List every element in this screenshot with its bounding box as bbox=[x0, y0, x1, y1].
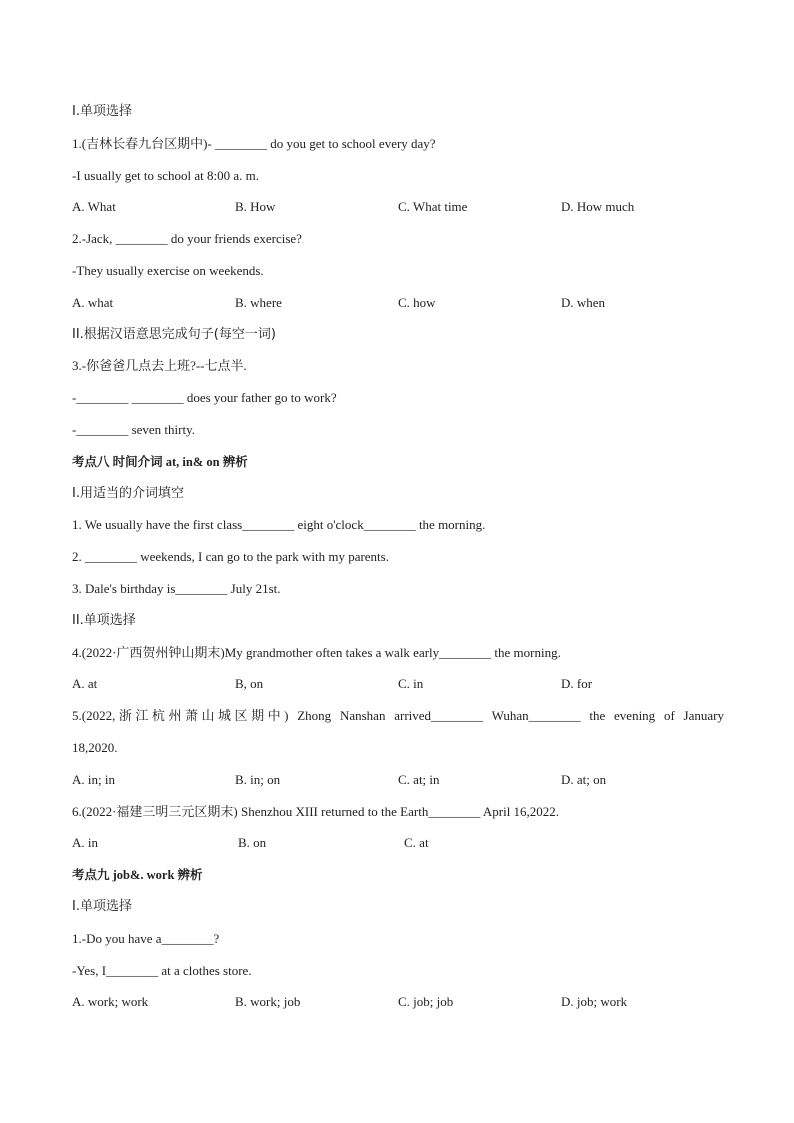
question-text: 5.(2022,浙江杭州萧山城区期中) Zhong Nanshan arrived________ Wuhan________ the evening of January bbox=[72, 708, 724, 724]
answer-option: C. job; job bbox=[398, 994, 454, 1010]
answer-option: A. what bbox=[72, 294, 114, 310]
answer-option: B. work; job bbox=[235, 994, 301, 1010]
question-text: 3.-你爸爸几点去上班?--七点半. bbox=[72, 358, 247, 374]
answer-option: D. job; work bbox=[561, 994, 628, 1010]
question-text: 4.(2022·广西贺州钟山期末)My grandmother often takes a walk early________ the morning. bbox=[72, 644, 561, 660]
answer-option: D. at; on bbox=[561, 771, 607, 787]
answer-option: C. What time bbox=[398, 199, 468, 215]
answer-option: D. for bbox=[561, 676, 593, 692]
answer-option: B. How bbox=[235, 199, 276, 215]
answer-option: B. on bbox=[238, 835, 267, 851]
question-text: 1. We usually have the first class________ eight o'clock________ the morning. bbox=[72, 517, 486, 533]
question-text: 2.-Jack, ________ do your friends exercise? bbox=[72, 231, 302, 247]
question-text: 1.-Do you have a________? bbox=[72, 930, 220, 946]
answer-option: A. What bbox=[72, 199, 116, 215]
answer-options bbox=[72, 771, 724, 803]
section-heading: I.单项选择 bbox=[72, 898, 132, 914]
answer-option: D. when bbox=[561, 294, 606, 310]
answer-option: D. How much bbox=[561, 199, 635, 215]
question-text: -I usually get to school at 8:00 a. m. bbox=[72, 167, 260, 183]
section-heading: II.单项选择 bbox=[72, 612, 136, 628]
question-text: 18,2020. bbox=[72, 739, 118, 755]
answer-option: C. at bbox=[404, 835, 429, 851]
question-text: -Yes, I________ at a clothes store. bbox=[72, 962, 252, 978]
section-heading: II.根据汉语意思完成句子(每空一词) bbox=[72, 326, 276, 342]
answer-option: A. in; in bbox=[72, 771, 115, 787]
topic-heading: 考点八 时间介词 at, in& on 辨析 bbox=[72, 454, 248, 469]
question-text: 1.(吉林长春九台区期中)- ________ do you get to school every day? bbox=[72, 135, 436, 151]
answer-option: C. at; in bbox=[398, 771, 440, 787]
answer-option: A. at bbox=[72, 676, 98, 692]
answer-option: C. in bbox=[398, 676, 424, 692]
question-text: -________ ________ does your father go to work? bbox=[72, 390, 337, 406]
answer-option: C. how bbox=[398, 294, 436, 310]
question-text: 2. ________ weekends, I can go to the park with my parents. bbox=[72, 549, 389, 565]
question-text: 6.(2022·福建三明三元区期末) Shenzhou XIII returned to the Earth________ April 16,2022. bbox=[72, 803, 560, 819]
worksheet-page bbox=[72, 103, 724, 1025]
answer-option: B, on bbox=[235, 676, 264, 692]
answer-option: B. in; on bbox=[235, 771, 281, 787]
question-text: -________ seven thirty. bbox=[72, 421, 195, 437]
section-heading: I.用适当的介词填空 bbox=[72, 485, 184, 501]
question-text: -They usually exercise on weekends. bbox=[72, 262, 264, 278]
answer-option: A. in bbox=[72, 835, 98, 851]
answer-options bbox=[72, 993, 724, 1025]
answer-option: B. where bbox=[235, 294, 282, 310]
topic-heading: 考点九 job&. work 辨析 bbox=[72, 868, 203, 883]
answer-options bbox=[72, 198, 724, 230]
answer-options bbox=[72, 294, 724, 326]
section-heading: I.单项选择 bbox=[72, 104, 132, 119]
question-text: 3. Dale's birthday is________ July 21st. bbox=[72, 580, 281, 596]
answer-options bbox=[72, 675, 724, 707]
answer-option: A. work; work bbox=[72, 994, 149, 1010]
answer-options bbox=[72, 834, 724, 866]
